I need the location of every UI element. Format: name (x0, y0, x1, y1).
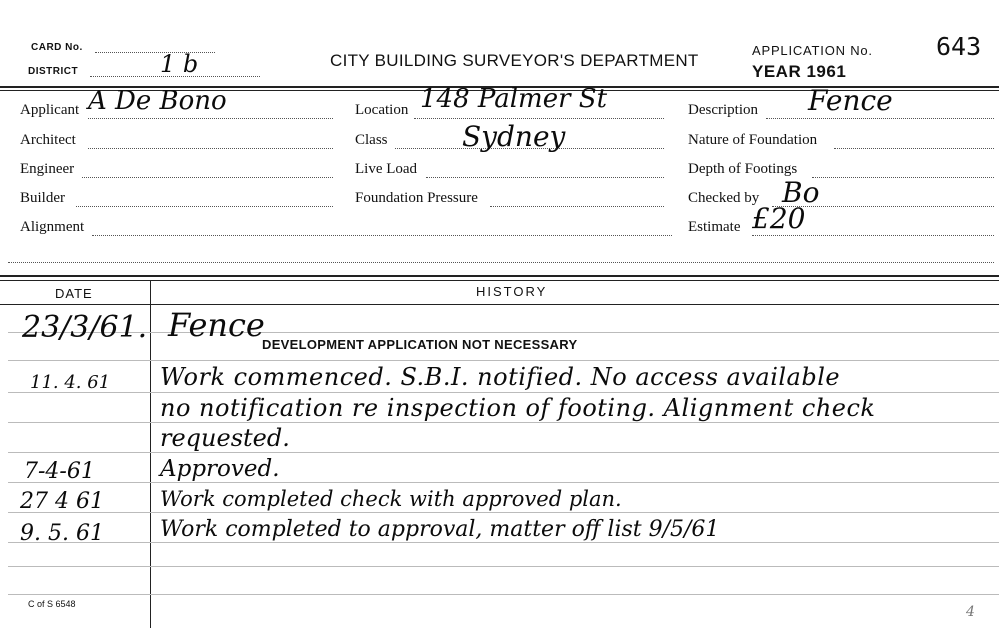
date-column-header: DATE (55, 286, 93, 301)
ruled-line (8, 512, 999, 513)
applicant-line (88, 118, 333, 119)
ruled-line (8, 452, 999, 453)
estimate-label: Estimate (688, 219, 741, 235)
application-number: 643 (936, 32, 982, 61)
builder-line (76, 206, 333, 207)
development-stamp: DEVELOPMENT APPLICATION NOT NECESSARY (262, 337, 578, 352)
form-code: C of S 6548 (28, 599, 76, 609)
checked-by-value: Bo (782, 176, 820, 209)
blank-row-line (8, 262, 994, 263)
history-top-rule (0, 275, 999, 277)
department-title: CITY BUILDING SURVEYOR'S DEPARTMENT (330, 51, 699, 70)
foundation-pressure-line (490, 206, 664, 207)
history-date: 9. 5. 61 (20, 521, 104, 546)
history-note-line: Work completed to approval, matter off list 9/5/61 (160, 517, 720, 542)
architect-line (88, 148, 333, 149)
estimate-line (752, 235, 994, 236)
depth-of-footings-label: Depth of Footings (688, 161, 798, 177)
location-label: Location (355, 102, 409, 118)
checked-by-label: Checked by (688, 190, 760, 206)
ruled-line (8, 422, 999, 423)
history-note-line: Work completed check with approved plan. (160, 487, 622, 511)
class-value: Sydney (462, 120, 566, 153)
ruled-line (8, 594, 999, 595)
history-date: 11. 4. 61 (30, 372, 111, 393)
nature-of-foundation-line (834, 148, 994, 149)
ruled-line (8, 392, 999, 393)
engineer-label: Engineer (20, 161, 75, 177)
card-no-label: CARD No. (31, 42, 83, 53)
estimate-value: £20 (752, 202, 806, 235)
ruled-line (8, 332, 999, 333)
builder-label: Builder (20, 190, 65, 206)
description-label: Description (688, 102, 758, 118)
class-label: Class (355, 132, 388, 148)
alignment-line (92, 235, 672, 236)
history-note-line: no notification re inspection of footing. Alignment check (160, 394, 876, 422)
history-note-line: requested. (160, 424, 290, 452)
ruled-line (8, 360, 999, 361)
live-load-label: Live Load (355, 161, 418, 177)
description-line (766, 118, 994, 119)
description-value: Fence (808, 84, 893, 117)
history-note-line: Approved. (160, 456, 280, 482)
year-label: YEAR 1961 (752, 62, 847, 81)
applicant-label: Applicant (20, 102, 80, 118)
district-value: 1 b (160, 50, 199, 78)
engineer-line (82, 177, 333, 178)
district-label: DISTRICT (28, 66, 79, 77)
history-date: 27 4 61 (20, 489, 104, 514)
corner-mark: 4 (966, 604, 975, 620)
location-line (414, 118, 664, 119)
application-no-label: APPLICATION No. (752, 43, 873, 58)
history-note-line: Fence (168, 306, 265, 344)
depth-of-footings-line (812, 177, 994, 178)
architect-label: Architect (20, 132, 76, 148)
ruled-line (8, 482, 999, 483)
history-date: 7-4-61 (24, 459, 95, 484)
alignment-label: Alignment (20, 219, 85, 235)
foundation-pressure-label: Foundation Pressure (355, 190, 478, 206)
ruled-line (8, 566, 999, 567)
history-column-header: HISTORY (476, 284, 548, 299)
history-note-line: Work commenced. S.B.I. notified. No access available (160, 363, 841, 391)
nature-of-foundation-label: Nature of Foundation (688, 132, 818, 148)
applicant-value: A De Bono (88, 86, 227, 116)
ruled-line (8, 542, 999, 543)
history-date: 23/3/61. (22, 310, 148, 345)
live-load-line (426, 177, 664, 178)
date-column-divider (150, 281, 151, 628)
location-value: 148 Palmer St (420, 84, 608, 114)
